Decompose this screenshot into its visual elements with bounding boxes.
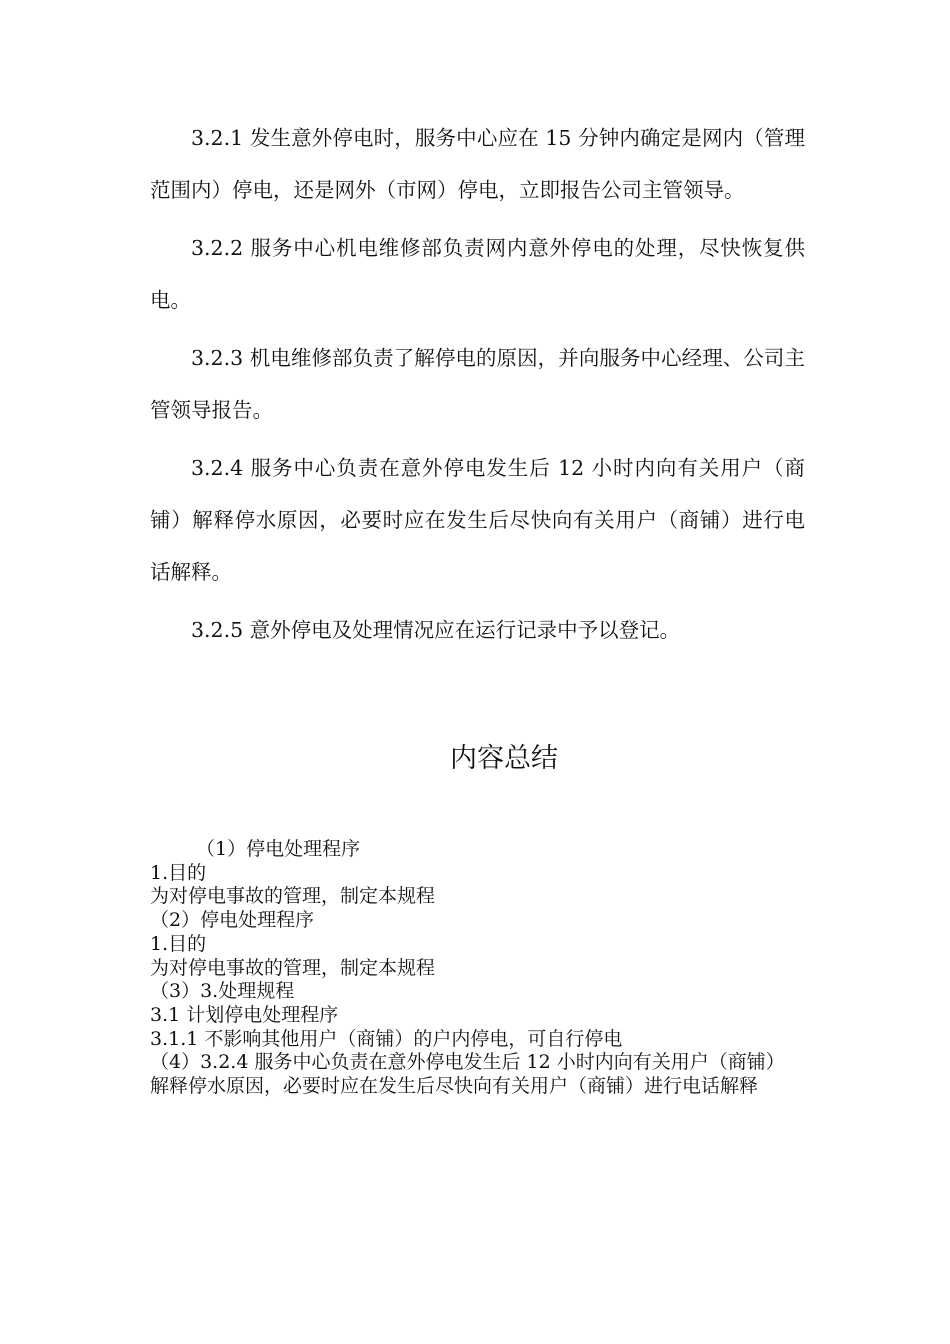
- summary-line: 1.目的: [150, 932, 207, 955]
- body-text: [150, 112, 805, 662]
- summary-line: （4）3.2.4 服务中心负责在意外停电发生后 12 小时内向有关用户（商铺）解释停水原因，必要时应在发生后尽快向有关用户（商铺）进行电话解释: [150, 1051, 785, 1098]
- summary-line: 1.目的: [150, 861, 207, 884]
- paragraph-3-2-2: 3.2.2 服务中心机电维修部负责网内意外停电的处理，尽快恢复供电。: [150, 236, 805, 312]
- summary-line: （3）3.处理规程: [150, 980, 295, 1003]
- summary-line: （1）停电处理程序: [196, 838, 361, 860]
- paragraph-3-2-3: 3.2.3 机电维修部负责了解停电的原因，并向服务中心经理、公司主管领导报告。: [150, 346, 805, 422]
- summary-title: 内容总结: [450, 743, 558, 774]
- paragraph-3-2-5: 3.2.5 意外停电及处理情况应在运行记录中予以登记。: [191, 618, 681, 642]
- summary-line: （2）停电处理程序: [150, 909, 315, 932]
- paragraph-3-2-4: 3.2.4 服务中心负责在意外停电发生后 12 小时内向有关用户（商铺）解释停水原因，必要时应在发生后尽快向有关用户（商铺）进行电话解释。: [150, 456, 805, 584]
- summary-line: 为对停电事故的管理，制定本规程: [150, 956, 436, 979]
- summary-line: 3.1 计划停电处理程序: [150, 1003, 339, 1026]
- paragraph-3-2-1: 3.2.1 发生意外停电时，服务中心应在 15 分钟内确定是网内（管理范围内）停电，还是网外（市网）停电，立即报告公司主管领导。: [150, 126, 805, 202]
- summary-block: [150, 838, 800, 1099]
- summary-line: 为对停电事故的管理，制定本规程: [150, 885, 436, 908]
- summary-line: 3.1.1 不影响其他用户（商铺）的户内停电，可自行停电: [150, 1027, 623, 1050]
